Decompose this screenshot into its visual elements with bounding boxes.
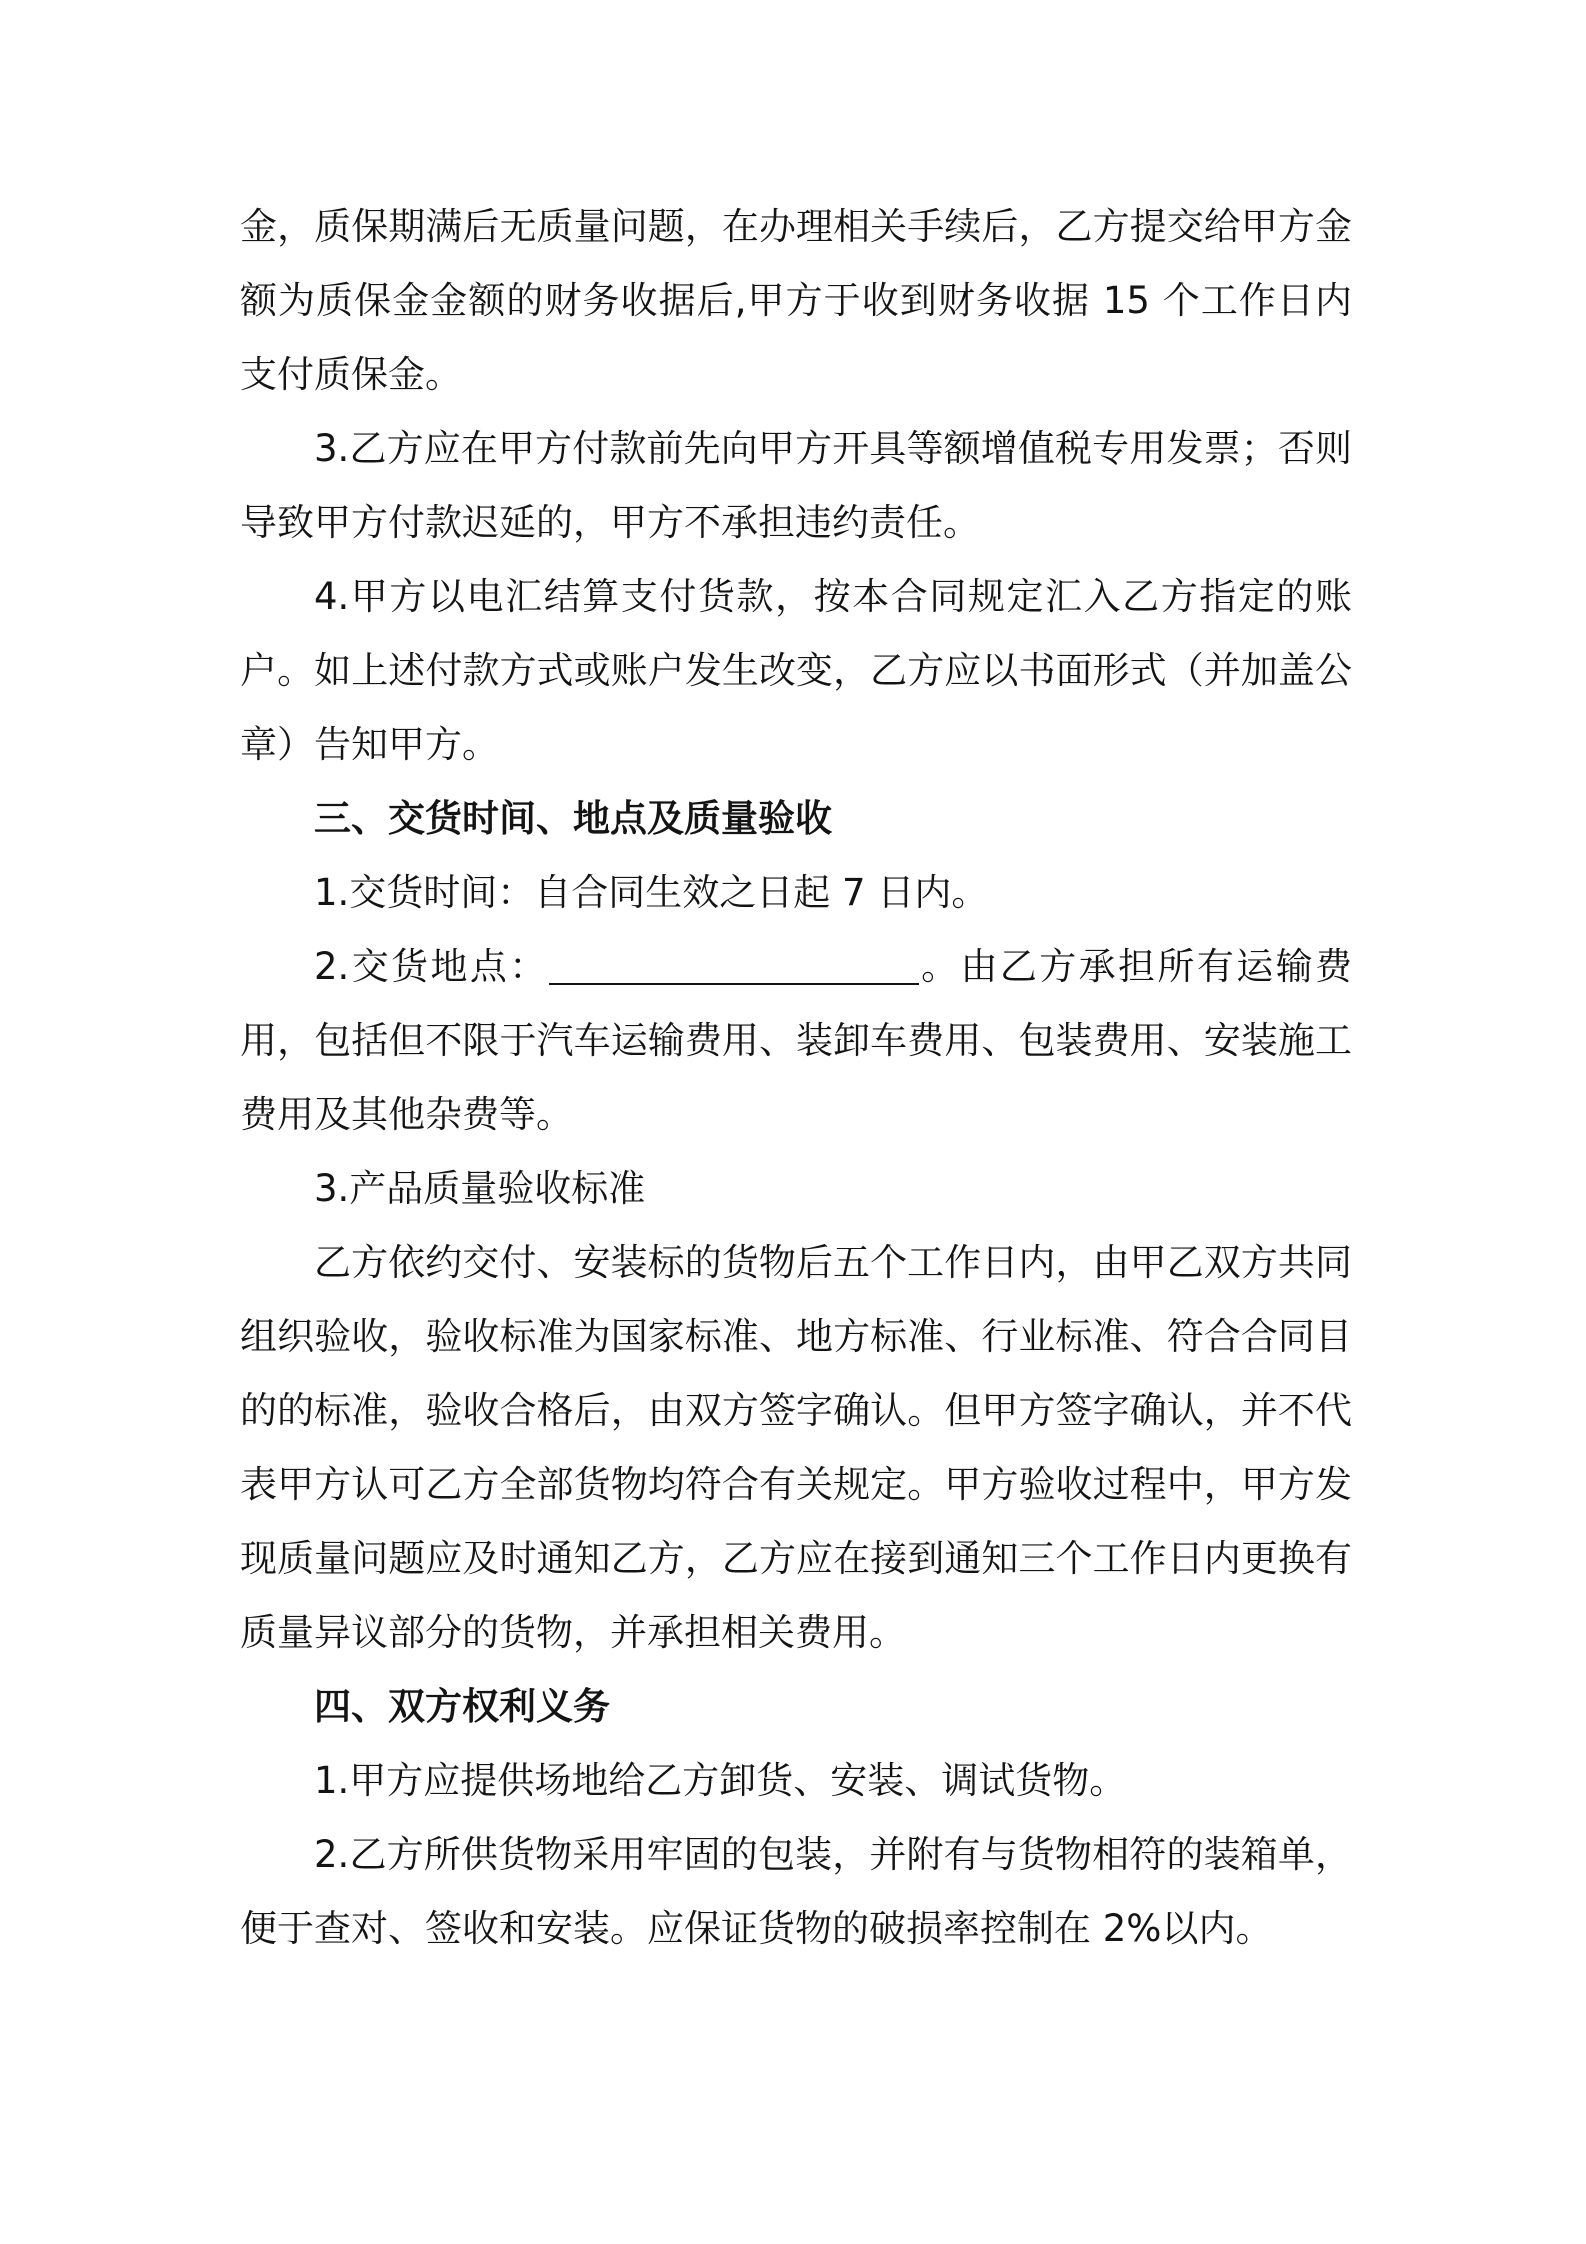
- paragraph-delivery-time: 1.交货时间：自合同生效之日起 7 日内。: [314, 871, 989, 914]
- delivery-location-terms: 。由乙方承担所有运输费用，包括但不限于汽车运输费用、装卸车费用、包装费用、安装施工费用及其他杂费等。: [240, 945, 1352, 1136]
- paragraph-warranty-continued: 金，质保期满后无质量问题，在办理相关手续后，乙方提交给甲方金额为质保金金额的财务收据后,甲方于收到财务收据 15 个工作日内支付质保金。: [240, 205, 1352, 396]
- document-body: [240, 190, 1352, 1966]
- paragraph-wire-transfer-clause: 4.甲方以电汇结算支付货款，按本合同规定汇入乙方指定的账户。如上述付款方式或账户发生改变，乙方应以书面形式（并加盖公章）告知甲方。: [240, 575, 1352, 766]
- paragraph-delivery-location: [240, 930, 1352, 1152]
- paragraph-packaging-clause: 2.乙方所供货物采用牢固的包装，并附有与货物相符的装箱单，便于查对、签收和安装。应保证货物的破损率控制在 2%以内。: [240, 1833, 1352, 1950]
- paragraph-site-provision: 1.甲方应提供场地给乙方卸货、安装、调试货物。: [314, 1759, 1127, 1802]
- delivery-location-blank-line: [549, 939, 919, 985]
- paragraph-invoice-clause: 3.乙方应在甲方付款前先向甲方开具等额增值税专用发票；否则导致甲方付款迟延的，甲方不承担违约责任。: [240, 427, 1352, 544]
- paragraph-acceptance-clause: 乙方依约交付、安装标的货物后五个工作日内，由甲乙双方共同组织验收，验收标准为国家标准、地方标准、行业标准、符合合同目的的标准，验收合格后，由双方签字确认。但甲方签字确认，并不代表甲方认可乙方全部货物均符合有关规定。甲方验收过程中，甲方发现质量问题应及时通知乙方，乙方应在接到通知三个工作日内更换有质量异议部分的货物，并承担相关费用。: [240, 1241, 1352, 1654]
- delivery-location-label: 2.交货地点：: [314, 945, 549, 988]
- section-heading-rights-obligations: 四、双方权利义务: [314, 1685, 610, 1728]
- paragraph-quality-standard-title: 3.产品质量验收标准: [314, 1167, 646, 1210]
- section-heading-delivery: 三、交货时间、地点及质量验收: [314, 797, 832, 840]
